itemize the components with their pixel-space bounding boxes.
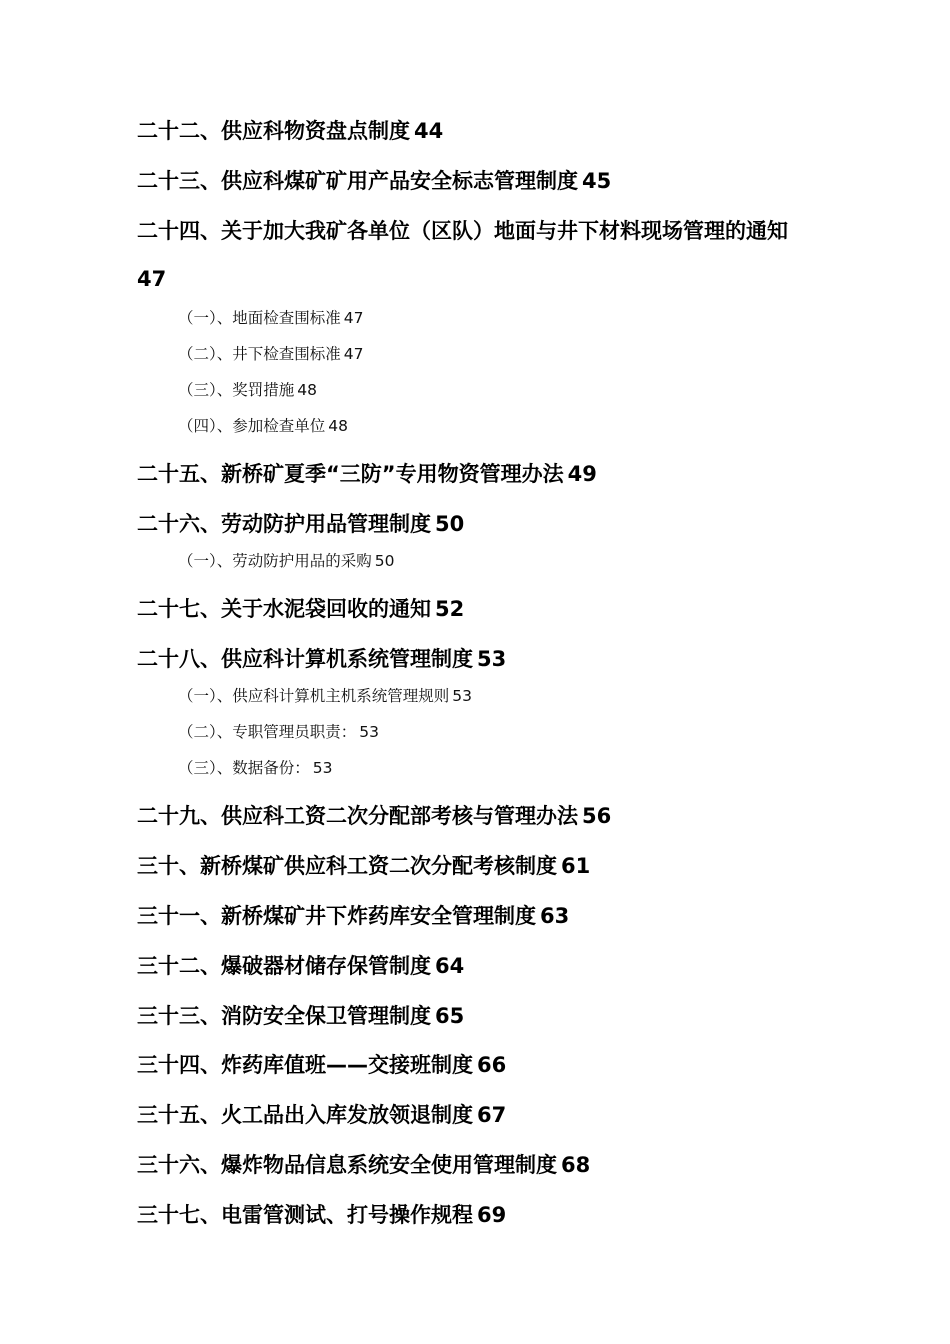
toc-entry-25[interactable] bbox=[137, 461, 597, 487]
toc-subentry-26-1[interactable] bbox=[178, 551, 395, 571]
toc-entry-title: 三十三、消防安全保卫管理制度 bbox=[137, 1004, 431, 1028]
toc-entry-page: 64 bbox=[435, 954, 465, 978]
toc-entry-title: 二十五、新桥矿夏季“三防”专用物资管理办法 bbox=[137, 462, 564, 486]
toc-entry-title: 二十八、供应科计算机系统管理制度 bbox=[137, 647, 473, 671]
toc-subentry-24-4[interactable] bbox=[178, 416, 348, 436]
toc-entry-title: 二十二、供应科物资盘点制度 bbox=[137, 119, 410, 143]
toc-entry-title: 三十、新桥煤矿供应科工资二次分配考核制度 bbox=[137, 854, 557, 878]
toc-entry-title: （三）、数据备份： bbox=[178, 759, 310, 777]
toc-entry-26[interactable] bbox=[137, 511, 464, 537]
toc-entry-title: （一）、供应科计算机主机系统管理规则 bbox=[178, 687, 450, 705]
toc-entry-title: 二十三、供应科煤矿矿用产品安全标志管理制度 bbox=[137, 169, 578, 193]
toc-entry-23[interactable] bbox=[137, 168, 611, 194]
toc-entry-31[interactable] bbox=[137, 903, 569, 929]
toc-entry-page: 69 bbox=[477, 1203, 507, 1227]
toc-entry-title: （四）、参加检查单位 bbox=[178, 417, 326, 435]
toc-entry-title: 三十一、新桥煤矿井下炸药库安全管理制度 bbox=[137, 904, 536, 928]
toc-entry-page: 48 bbox=[297, 381, 317, 399]
toc-subentry-24-1[interactable] bbox=[178, 308, 364, 328]
toc-entry-34[interactable] bbox=[137, 1052, 506, 1078]
toc-entry-35[interactable] bbox=[137, 1102, 506, 1128]
toc-entry-page: 53 bbox=[477, 647, 507, 671]
toc-entry-page: 67 bbox=[477, 1103, 507, 1127]
toc-entry-28[interactable] bbox=[137, 646, 506, 672]
toc-entry-title: 二十六、劳动防护用品管理制度 bbox=[137, 512, 431, 536]
toc-entry-page: 52 bbox=[435, 597, 465, 621]
toc-entry-page: 50 bbox=[435, 512, 465, 536]
toc-subentry-24-2[interactable] bbox=[178, 344, 364, 364]
toc-entry-page: 56 bbox=[582, 804, 612, 828]
toc-entry-30[interactable] bbox=[137, 853, 590, 879]
toc-entry-page: 61 bbox=[561, 854, 591, 878]
toc-entry-title: 三十五、火工品出入库发放领退制度 bbox=[137, 1103, 473, 1127]
toc-entry-37[interactable] bbox=[137, 1202, 506, 1228]
toc-entry-33[interactable] bbox=[137, 1003, 464, 1029]
toc-entry-title: 三十七、电雷管测试、打号操作规程 bbox=[137, 1203, 473, 1227]
toc-entry-title: （三）、奖罚措施 bbox=[178, 381, 295, 399]
toc-entry-29[interactable] bbox=[137, 803, 611, 829]
toc-entry-page: 44 bbox=[414, 119, 444, 143]
toc-entry-page: 47 bbox=[137, 267, 167, 291]
toc-entry-page: 47 bbox=[343, 345, 364, 363]
toc-entry-page: 48 bbox=[328, 417, 348, 435]
toc-entry-title: 二十九、供应科工资二次分配部考核与管理办法 bbox=[137, 804, 578, 828]
toc-entry-32[interactable] bbox=[137, 953, 464, 979]
toc-subentry-28-1[interactable] bbox=[178, 686, 472, 706]
toc-subentry-28-2[interactable] bbox=[178, 722, 379, 742]
toc-subentry-28-3[interactable] bbox=[178, 758, 333, 778]
toc-entry-page: 53 bbox=[452, 687, 472, 705]
toc-entry-27[interactable] bbox=[137, 596, 464, 622]
toc-entry-page: 49 bbox=[567, 462, 597, 486]
toc-entry-page: 53 bbox=[359, 723, 379, 741]
toc-entry-title: 三十四、炸药库值班——交接班制度 bbox=[137, 1053, 473, 1077]
toc-entry-page: 63 bbox=[540, 904, 570, 928]
toc-entry-title: 二十七、关于水泥袋回收的通知 bbox=[137, 597, 431, 621]
toc-entry-title: 二十四、关于加大我矿各单位（区队）地面与井下材料现场管理的通知 bbox=[137, 219, 788, 243]
toc-entry-24[interactable] bbox=[137, 207, 842, 303]
toc-entry-title: 三十六、爆炸物品信息系统安全使用管理制度 bbox=[137, 1153, 557, 1177]
toc-entry-title: （二）、井下检查围标准 bbox=[178, 345, 341, 363]
toc-entry-22[interactable] bbox=[137, 118, 443, 144]
toc-entry-title: （二）、专职管理员职责： bbox=[178, 723, 357, 741]
toc-entry-title: 三十二、爆破器材储存保管制度 bbox=[137, 954, 431, 978]
toc-entry-page: 47 bbox=[343, 309, 364, 327]
toc-entry-36[interactable] bbox=[137, 1152, 590, 1178]
toc-entry-title: （一）、劳动防护用品的采购 bbox=[178, 552, 372, 570]
toc-entry-page: 50 bbox=[374, 552, 395, 570]
toc-entry-title: （一）、地面检查围标准 bbox=[178, 309, 341, 327]
toc-entry-page: 66 bbox=[477, 1053, 507, 1077]
toc-entry-page: 53 bbox=[312, 759, 333, 777]
toc-entry-page: 68 bbox=[561, 1153, 591, 1177]
toc-entry-page: 65 bbox=[435, 1004, 465, 1028]
toc-subentry-24-3[interactable] bbox=[178, 380, 317, 400]
toc-entry-page: 45 bbox=[582, 169, 612, 193]
